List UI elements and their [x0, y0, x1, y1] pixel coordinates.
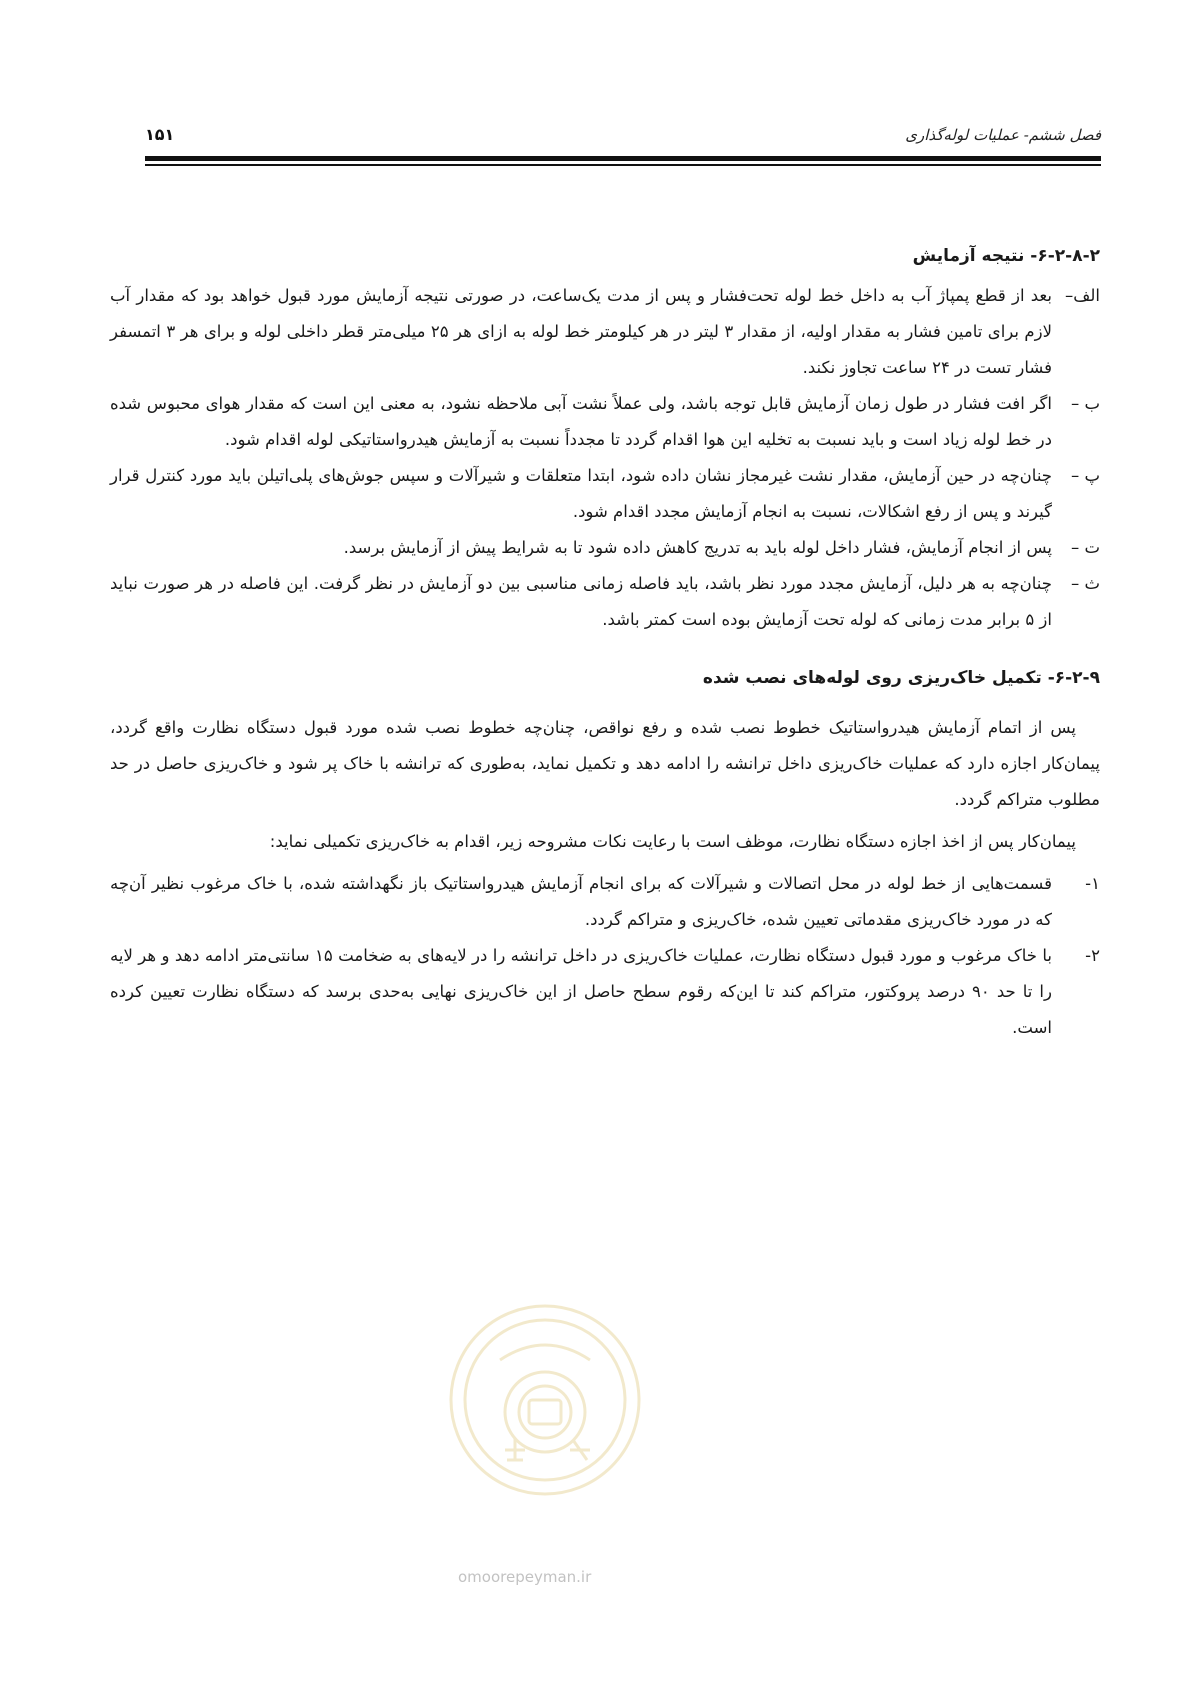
list-marker: ت – [1070, 538, 1100, 557]
list-item [110, 386, 1100, 458]
list-item-text: پس از انجام آزمایش، فشار داخل لوله باید به تدریج کاهش داده شود تا به شرایط پیش از آزمایش برسد. [343, 538, 1052, 557]
list-marker: پ – [1070, 466, 1100, 485]
chapter-title: فصل ششم- عملیات لوله‌گذاری [905, 126, 1101, 144]
page-header [145, 126, 1101, 146]
list-item-text: چنان‌چه به هر دلیل، آزمایش مجدد مورد نظر باشد، باید فاصله زمانی مناسبی بین دو آزمایش در نظر گرفت. این فاصله در هر صورت نباید از ۵ برابر مدت زمانی که لوله تحت آزمایش بوده است کمتر باشد. [110, 574, 1052, 629]
list-item [110, 530, 1100, 566]
list-marker: ۱- [1085, 874, 1100, 893]
list-item-text: چنان‌چه در حین آزمایش، مقدار نشت غیرمجاز نشان داده شود، ابتدا متعلقات و شیرآلات و سپس جوش‌های پلی‌اتیلن باید مورد کنترل قرار گیرند و پس از رفع اشکالات، نسبت به انجام آزمایش مجدد اقدام شود. [110, 466, 1052, 521]
watermark-seal-icon [445, 1300, 645, 1500]
list-item [110, 866, 1100, 938]
list-item-text: بعد از قطع پمپاژ آب به داخل خط لوله تحت‌فشار و پس از مدت یک‌ساعت، در صورتی نتیجه آزمایش مورد قبول خواهد بود که مقدار آب لازم برای تامین فشار به مقدار اولیه، از مقدار ۳ لیتر در هر کیلومتر خط لوله به ازای هر ۲۵ میلی‌متر قطر داخلی لوله و برای هر ۳ اتمسفر فشار تست در ۲۴ ساعت تجاوز نکند. [110, 286, 1053, 377]
list-item-text: قسمت‌هایی از خط لوله در محل اتصالات و شیرآلات که برای انجام آزمایش هیدرواستاتیک باز نگهداشته شده، با خاک مرغوب نظیر آن‌چه که در مورد خاک‌ریزی مقدماتی تعیین شده، خاک‌ریزی و متراکم گردد. [110, 874, 1052, 929]
header-rule-thin [145, 164, 1101, 166]
list-marker: الف– [1065, 286, 1100, 305]
list-item [110, 458, 1100, 530]
list-marker: ۲- [1085, 946, 1100, 965]
list-item-text: با خاک مرغوب و مورد قبول دستگاه نظارت، عملیات خاک‌ریزی در داخل ترانشه را در لایه‌های به ضخامت ۱۵ سانتی‌متر ادامه دهد و هر لایه را تا حد ۹۰ درصد پروکتور، متراکم کند تا این‌که رقوم سطح حاصل از این خاک‌ریزی نهایی به‌حدی برسد که دستگاه نظارت تعیین کرده است. [110, 946, 1052, 1037]
list-item [110, 278, 1100, 386]
watermark-url: omoorepeyman.ir [458, 1568, 592, 1586]
paragraph: پس از اتمام آزمایش هیدرواستاتیک خطوط نصب شده و رفع نواقص، چنان‌چه خطوط نصب شده مورد قبول دستگاه نظارت واقع گردد، پیمان‌کار اجازه دارد که عملیات خاک‌ریزی داخل ترانشه را ادامه دهد و تکمیل نماید، به‌طوری که ترانشه با خاک پر شود و خاک‌ریزی حاصل در حد مطلوب متراکم گردد. [110, 718, 1100, 809]
section-heading-backfill: ۶-۲-۹- تکمیل خاک‌ریزی روی لوله‌های نصب شده [702, 668, 1100, 688]
list-item [110, 938, 1100, 1046]
list-item-text: اگر افت فشار در طول زمان آزمایش قابل توجه باشد، ولی عملاً نشت آبی ملاحظه نشود، به معنی این است که مقدار هوای محبوس شده در خط لوله زیاد است و باید نسبت به تخلیه این هوا اقدام گردد تا مجدداً نسبت به آزمایش هیدرواستاتیکی لوله اقدام شود. [110, 394, 1052, 449]
header-rule-thick [145, 156, 1101, 161]
page-body [110, 238, 1100, 1046]
list-item [110, 566, 1100, 638]
page-number: ۱۵۱ [145, 125, 175, 144]
paragraph: پیمان‌کار پس از اخذ اجازه دستگاه نظارت، موظف است با رعایت نکات مشروحه زیر، اقدام به خاک‌ریزی تکمیلی نماید: [269, 832, 1076, 851]
list-marker: ث – [1070, 574, 1100, 593]
section-heading-test-result: ۶-۲-۸-۲- نتیجه آزمایش [912, 246, 1100, 266]
list-marker: ب – [1070, 394, 1100, 413]
